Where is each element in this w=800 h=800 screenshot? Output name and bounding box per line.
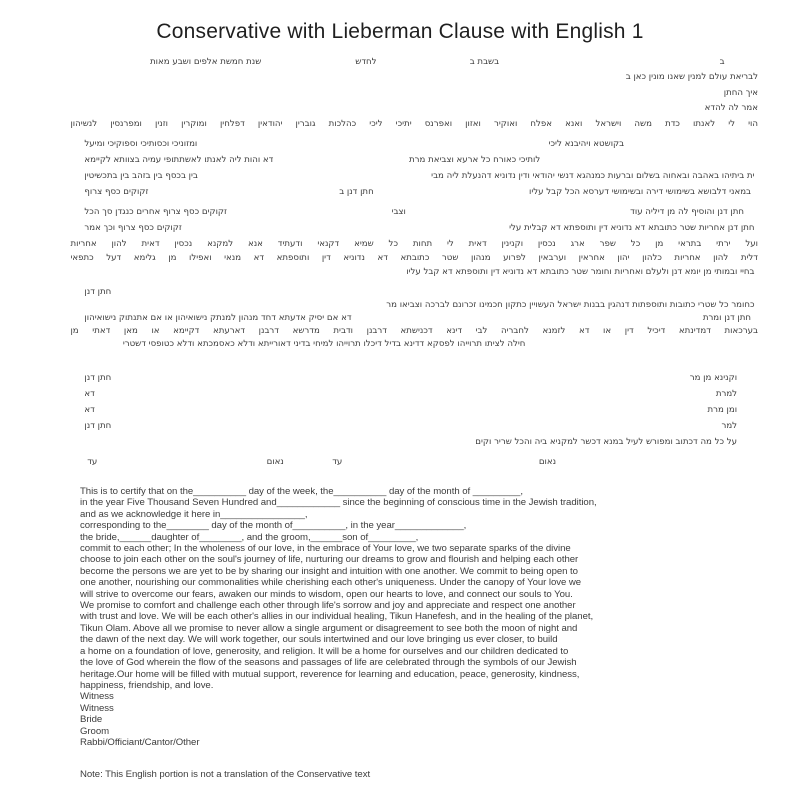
hebrew-line — [60, 119, 758, 131]
hebrew-text-segment: חתן דנן ומרת — [702, 313, 752, 323]
hebrew-text-segment: לבריאת עולם למנין שאנו מונין כאן ב — [625, 72, 758, 82]
english-line: and as we acknowledge it here in________________, — [80, 508, 308, 520]
hebrew-text-segment: חתן דנן אחריות שטר כתובתא דא נדוניא דין ותוספתא דא קבלית עלי — [509, 223, 755, 233]
hebrew-text-segment: למרת — [715, 389, 738, 399]
hebrew-text-segment: בערכאות דמדינתא דיכיל דין או דא לזמנא לחבריה לבי דינא דכנישתא דרבנן ודבית מדרשא דרבנן דארעתא דקיימא או מאן דאתי מן — [70, 326, 758, 336]
hebrew-line — [60, 326, 758, 338]
signature-label-witness: Witness — [80, 691, 114, 703]
hebrew-text-segment: עד — [332, 457, 343, 467]
hebrew-line — [60, 389, 758, 401]
hebrew-line — [60, 88, 758, 100]
hebrew-line — [60, 187, 758, 199]
english-line: the dawn of the next day. We will work together, our souls intertwined and our love bringing us ever closer, to build — [80, 634, 558, 646]
hebrew-line — [60, 139, 758, 151]
hebrew-line — [60, 223, 758, 235]
english-line: become the persons we are yet to be by sharing our insight and intuition with one another. We commit to being open to — [80, 565, 578, 577]
hebrew-line — [60, 437, 758, 449]
hebrew-line — [60, 373, 758, 385]
hebrew-line — [60, 421, 758, 433]
hebrew-text-segment: על כל מה דכתוב ומפורש לעיל במנא דכשר למקניא ביה והכל שריר וקים — [475, 437, 738, 447]
hebrew-line — [60, 339, 758, 351]
hebrew-text-segment: ית ביתיהו באהבה ובאחוה בשלום וברעות כמנהגא דנשי יהודאי ודין נדוניא דהנעלת ליה מבי — [431, 171, 755, 181]
hebrew-text-segment: איך החתן — [723, 88, 758, 98]
hebrew-text-segment: כחומר כל שטרי כתובות ותוספתות דנהגין בבנות ישראל העשויין כתקון חכמינו זכרונם לברכה וצביאו מר — [386, 300, 755, 310]
english-line: the love of God wherein the flow of the seasons and passages of life are celebrated through the symbols of our Jewish — [80, 657, 577, 669]
hebrew-text-segment: בין בכסף בין בזהב בין בתכשיטין — [84, 171, 198, 181]
english-text-section — [80, 486, 742, 781]
hebrew-text-segment: חתן דנן והוסיף לה מן דיליה עוד — [630, 207, 745, 217]
signature-label-groom: Groom — [80, 725, 110, 737]
footer-note: Note: This English portion is not a translation of the Conservative text — [80, 769, 371, 781]
hebrew-text-segment: נאום — [538, 457, 557, 467]
signature-label-witness: Witness — [80, 702, 114, 714]
hebrew-text-section — [60, 57, 758, 482]
hebrew-text-segment: בחיי ובמותי מן יומא דנן ולעלם ואחריות וחומר שטר כתובתא דא נדוניא דין ותוספתא דא קבל עליו — [406, 267, 755, 277]
english-line: a home on a foundation of love, generosity, and religion. It will be a home for ourselves and our children dedicated to — [80, 645, 569, 657]
hebrew-text-segment: וקנינא מן מר — [689, 373, 738, 383]
hebrew-text-segment: חתן דנן — [84, 287, 112, 297]
english-line: This is to certify that on the__________ day of the week, the__________ day of the month of _________, — [80, 486, 523, 497]
hebrew-text-segment: בשבת ב — [469, 57, 500, 67]
english-line: commit to each other; In the wholeness of our love, in the embrace of Your love, we two separate sparks of the divine — [80, 543, 571, 555]
hebrew-text-segment: דא אם יסיק אדעתא דחד מנהון למנתק נישואיהון או אם אתנתוק נישואיהון — [84, 313, 352, 323]
hebrew-text-segment: חילה לציתו תרוייהו לפסקא דדינא בדיל דיכלו תרוייהו למיחי בדיני דאורייתא ודלא כאסמכתא ודלא כטופסי דשטרי — [122, 339, 526, 349]
hebrew-text-segment: זקוקים כסף צרוף אחרים כנגדן סך הכל — [84, 207, 227, 217]
english-line: Tikun Olam. Above all we promise to never allow a single argument or disagreement to see both the moon of night and — [80, 622, 578, 634]
english-line: one another, nourishing our commonalities while cherishing each other's uniqueness. Under the canopy of Your love we — [80, 577, 582, 589]
hebrew-line — [60, 300, 758, 312]
hebrew-line — [60, 267, 758, 279]
hebrew-line — [60, 287, 758, 299]
hebrew-line — [60, 253, 758, 265]
english-line: corresponding to the________ day of the month of__________, in the year_____________, — [80, 520, 467, 532]
hebrew-text-segment: אמר לה להדא — [704, 103, 758, 113]
hebrew-line — [60, 405, 758, 417]
hebrew-line — [60, 155, 758, 167]
hebrew-line — [60, 72, 758, 84]
english-line: the bride,______daughter of________, and the groom,______son of_________, — [80, 531, 419, 543]
hebrew-line — [60, 207, 758, 219]
hebrew-text-segment: ומזוניכי וכסותיכי וספוקיכי ומיעל — [84, 139, 198, 149]
hebrew-text-segment: הוי לי לאנתו כדת משה וישראל ואנא אפלח ואוקיר ואזון ואפרנס יתיכי ליכי כהלכות גוברין יהודאין דפלחין ומוקרין וזנין ומפרנסין לנשיהון — [70, 119, 758, 129]
hebrew-text-segment: דא — [84, 389, 95, 399]
hebrew-text-segment: למר — [721, 421, 738, 431]
hebrew-line — [60, 239, 758, 251]
hebrew-text-segment: לותיכי כאורח כל ארעא וצביאת מרת — [409, 155, 541, 165]
hebrew-text-segment: וצבי — [391, 207, 406, 217]
hebrew-line — [60, 313, 758, 325]
hebrew-text-segment: ומן מרת — [707, 405, 738, 415]
hebrew-text-segment: זקוקים כסף צרוף וכך אמר — [84, 223, 182, 233]
english-line: happiness, friendship, and love. — [80, 679, 214, 691]
hebrew-line — [60, 103, 758, 115]
english-line: with trust and love. We will be each other's allies in our individual healing, Tikun Hanefesh, and in the healing of the planet, — [80, 611, 594, 623]
hebrew-text-segment: לחדש — [355, 57, 377, 67]
hebrew-text-segment: ב — [719, 57, 725, 67]
hebrew-text-segment: ועל ירתי בתראי מן כל שפר ארג נכסין וקנינין דאית לי תחות כל שמיא דקנאי ודעתיד אנא למקנא נכסין דאית להון אחריות — [70, 239, 758, 249]
english-line: will strive to overcome our fears, awaken our minds to wisdom, open our hearts to love, and connect our souls to You. — [80, 588, 573, 600]
hebrew-text-segment: חתן דנן — [84, 421, 112, 431]
hebrew-text-segment: זקוקים כסף צרוף — [84, 187, 149, 197]
page-title: Conservative with Lieberman Clause with English 1 — [156, 20, 644, 43]
english-line: choose to join each other on the soul's journey of life, nurturing our dreams to grow and flourish and helping each other — [80, 554, 579, 566]
hebrew-text-segment: דא והות ליה לאנתו לאשתתופי עמיה בצוותא לקיימא — [84, 155, 274, 165]
hebrew-witness-line — [60, 457, 758, 469]
hebrew-text-segment: דא — [84, 405, 95, 415]
english-line: We promise to comfort and challenge each other through life's sorrow and joy and appreciate and respect one another — [80, 600, 576, 612]
hebrew-text-segment: במאני דלבושא בשימושי דירה ובשימושי דערסא הכל קבל עליו — [529, 187, 752, 197]
hebrew-text-segment: בקושטא ויהיבנא ליכי — [548, 139, 625, 149]
hebrew-text-segment: שנת חמשת אלפים ושבע מאות — [150, 57, 262, 67]
hebrew-text-segment: עד — [87, 457, 98, 467]
signature-label-officiant: Rabbi/Officiant/Cantor/Other — [80, 736, 200, 748]
hebrew-line — [60, 57, 758, 69]
signature-label-bride: Bride — [80, 714, 103, 726]
english-line: heritage.Our home will be filled with mutual support, reverence for learning and education, peace, generosity, kindness, — [80, 668, 580, 680]
hebrew-text-segment: דלית להון אחריות כלהון יהון אחראין וערבאין לפרוע מנהון שטר כתובתא דא נדוניא דין ותוספתא דא מנאי ואפילו מן גלימא דעל כתפאי — [70, 253, 758, 263]
english-line: in the year Five Thousand Seven Hundred and____________ since the beginning of conscious time in the Jewish tradition, — [80, 497, 597, 509]
hebrew-text-segment: חתן דנן — [84, 373, 112, 383]
hebrew-text-segment: נאום — [266, 457, 284, 467]
hebrew-text-segment: חתן דנן ב — [339, 187, 374, 197]
hebrew-line — [60, 171, 758, 183]
